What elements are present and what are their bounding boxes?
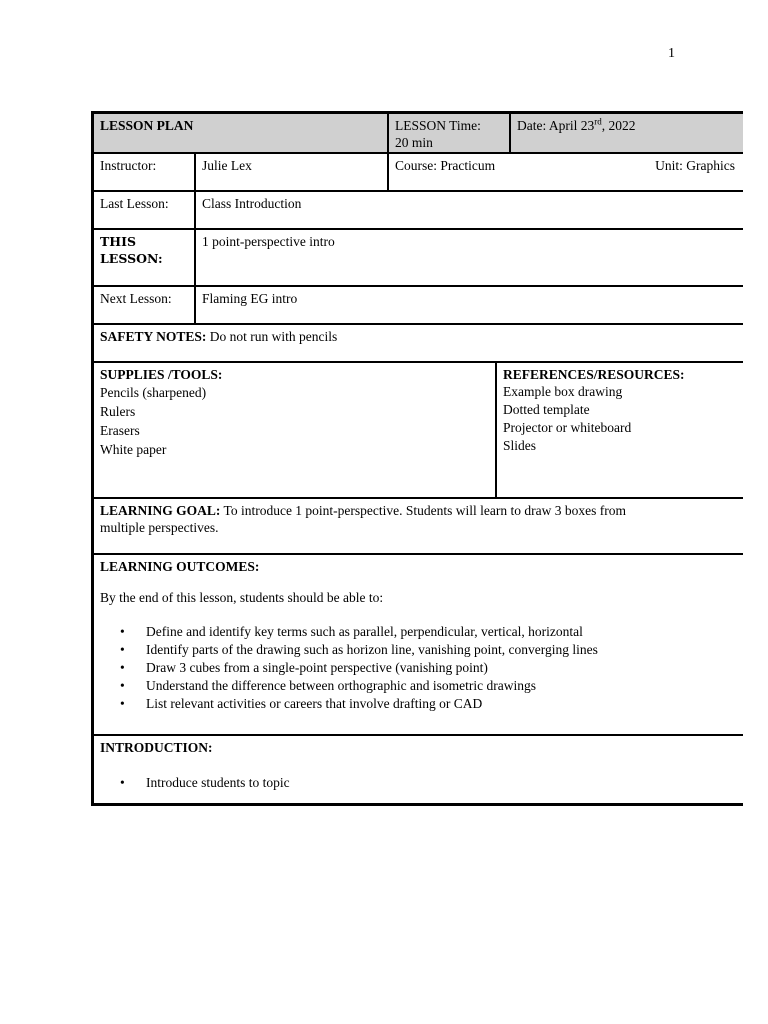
page-number: 1: [668, 46, 675, 61]
introduction-cell: [94, 736, 743, 803]
supplies-item: Rulers: [100, 404, 136, 419]
introduction-list: [100, 774, 737, 792]
learning-goal-line1: To introduce 1 point-perspective. Students will learn to draw 3 boxes from: [220, 503, 626, 518]
date-prefix: Date: April 23: [517, 118, 595, 133]
outcome-text: Draw 3 cubes from a single-point perspective (vanishing point): [146, 660, 488, 675]
references-item: Slides: [503, 438, 537, 453]
unit: Unit: Graphics: [655, 158, 735, 173]
bullet-icon: •: [120, 642, 125, 657]
lesson-time-value: 20 min: [395, 135, 433, 150]
list-item: [100, 774, 737, 792]
this-lesson-value-cell: [196, 230, 743, 285]
lesson-plan-title: LESSON PLAN: [100, 118, 194, 133]
learning-goal-label: LEARNING GOAL:: [100, 503, 221, 518]
lesson-plan-table: [91, 111, 743, 806]
references-cell: [497, 363, 743, 497]
learning-goal-cell: [94, 499, 743, 553]
instructor-label-cell: [94, 154, 194, 190]
next-lesson-label: Next Lesson:: [100, 291, 172, 306]
supplies-item: White paper: [100, 442, 167, 457]
this-lesson-value: 1 point-perspective intro: [202, 234, 335, 249]
date-ordinal: rd: [594, 116, 602, 127]
introduction-item: Introduce students to topic: [146, 775, 290, 790]
next-lesson-label-cell: [94, 287, 194, 323]
next-lesson-value: Flaming EG intro: [202, 291, 298, 306]
last-lesson-label-cell: [94, 192, 194, 228]
safety-notes-value: Do not run with pencils: [206, 329, 338, 344]
course: Course: Practicum: [395, 158, 496, 173]
list-item: [100, 659, 737, 677]
last-lesson-value-cell: [196, 192, 743, 228]
supplies-item: Pencils (sharpened): [100, 385, 207, 400]
outcome-text: Identify parts of the drawing such as horizon line, vanishing point, converging lines: [146, 642, 598, 657]
instructor-label: Instructor:: [100, 158, 157, 173]
supplies-cell: [94, 363, 495, 497]
supplies-label: SUPPLIES /TOOLS:: [100, 367, 223, 382]
this-lesson-label-line2: LESSON:: [100, 251, 163, 266]
outcome-text: List relevant activities or careers that involve drafting or CAD: [146, 696, 483, 711]
safety-notes-cell: [94, 325, 743, 361]
lesson-plan-title-cell: [94, 114, 387, 152]
instructor-value-cell: [196, 154, 387, 190]
date-suffix: , 2022: [601, 118, 636, 133]
bullet-icon: •: [120, 696, 125, 711]
learning-outcomes-cell: [94, 555, 743, 734]
references-item: Projector or whiteboard: [503, 420, 632, 435]
last-lesson-label: Last Lesson:: [100, 196, 169, 211]
learning-outcomes-list: [100, 623, 737, 713]
learning-outcomes-label: LEARNING OUTCOMES:: [100, 559, 260, 574]
safety-notes-label: SAFETY NOTES:: [100, 329, 207, 344]
references-label: REFERENCES/RESOURCES:: [503, 367, 685, 382]
learning-outcomes-intro: By the end of this lesson, students should be able to:: [100, 590, 384, 605]
outcome-text: Define and identify key terms such as parallel, perpendicular, vertical, horizontal: [146, 624, 583, 639]
bullet-icon: •: [120, 624, 125, 639]
instructor-name: Julie Lex: [202, 158, 252, 173]
introduction-label: INTRODUCTION:: [100, 740, 213, 755]
next-lesson-value-cell: [196, 287, 743, 323]
list-item: [100, 623, 737, 641]
course-unit-cell: [389, 154, 743, 190]
references-item: Example box drawing: [503, 384, 623, 399]
lesson-time-cell: [389, 114, 509, 152]
supplies-item: Erasers: [100, 423, 140, 438]
date-cell: [511, 114, 743, 152]
list-item: [100, 695, 737, 713]
list-item: [100, 677, 737, 695]
this-lesson-label-cell: [94, 230, 194, 285]
outcome-text: Understand the difference between orthographic and isometric drawings: [146, 678, 536, 693]
this-lesson-label-line1: THIS: [100, 234, 136, 249]
lesson-time-label: LESSON Time:: [395, 118, 481, 133]
bullet-icon: •: [120, 775, 125, 790]
bullet-icon: •: [120, 660, 125, 675]
learning-goal-line2: multiple perspectives.: [100, 520, 219, 535]
list-item: [100, 641, 737, 659]
references-item: Dotted template: [503, 402, 590, 417]
bullet-icon: •: [120, 678, 125, 693]
last-lesson-value: Class Introduction: [202, 196, 302, 211]
